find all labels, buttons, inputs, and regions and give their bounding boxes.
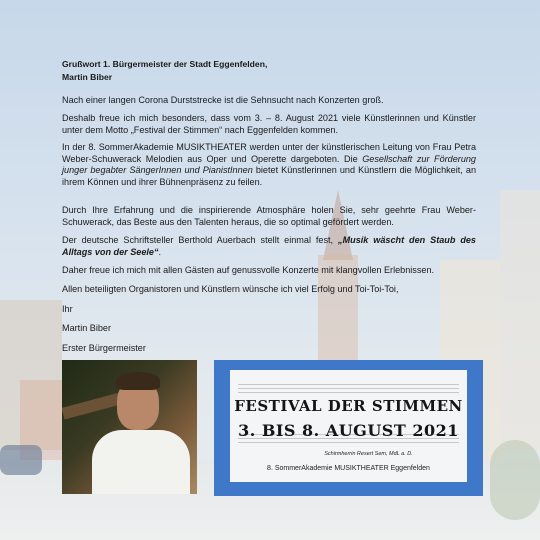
paragraph-5-quote: „Musik wäscht den Staub des Alltags von der Seele“	[62, 235, 476, 257]
poster-patron: Schirmherrin Resert Sem, MdL a. D.	[324, 451, 413, 457]
signature-name: Martin Biber	[62, 323, 112, 333]
paragraph-1: Nach einer langen Corona Durststrecke ist die Sehnsucht nach Konzerten groß.	[62, 95, 384, 105]
poster-dates: 3. BIS 8. AUGUST 2021	[238, 421, 459, 440]
paragraph-4: Durch Ihre Erfahrung und die inspirierende Atmosphäre holen Sie, sehr geehrte Frau Weber-Schuwerack, das Beste aus den Talenten heraus, die so optimal gefördert werden.	[62, 205, 476, 227]
poster-title: FESTIVAL DER STIMMEN	[234, 397, 463, 415]
paragraph-5-text-b: .	[158, 246, 162, 257]
festival-poster	[214, 360, 483, 496]
paragraph-5-text-a: Der deutsche Schriftsteller Berthold Auerbach stellt einmal fest,	[62, 235, 339, 245]
paragraph-6: Daher freue ich mich mit allen Gästen auf genussvolle Konzerte mit klangvollen Erlebnissen.	[62, 265, 435, 275]
paragraph-3-italic: Gesellschaft zur Förderung junger begabter SängerInnen und PianistInnen	[62, 153, 476, 176]
paragraph-2: Deshalb freue ich mich besonders, dass vom 3. – 8. August 2021 viele Künstlerinnen und Künstler unter dem Motto „Festival der Stimmen“ nach Eggenfelden kommen.	[62, 113, 476, 135]
mayor-portrait-photo	[62, 360, 197, 494]
header-title: Grußwort 1. Bürgermeister der Stadt Eggenfelden,	[62, 59, 268, 69]
greeting-header	[62, 58, 476, 84]
signature-title: Erster Bürgermeister	[62, 343, 146, 353]
header-name: Martin Biber	[62, 72, 113, 82]
paragraph-3-text-a: In der 8. SommerAkademie MUSIKTHEATER werden unter der künstlerischen Leitung von Frau Petra Weber-Schuwerack Melodien aus Oper und Operette dargeboten. Die	[62, 142, 476, 164]
paragraph-5	[62, 235, 476, 258]
poster-subtitle: 8. SommerAkademie MUSIKTHEATER Eggenfelden	[267, 465, 430, 472]
paragraph-8: Ihr	[62, 304, 73, 314]
paragraph-3	[62, 142, 476, 188]
paragraph-3-text-b: bietet Künstlerinnen und Künstlern die Möglichkeit, an ihrem Können und ihrer Bühnenpräsenz zu feilen.	[62, 165, 476, 187]
paragraph-7: Allen beteiligten Organistoren und Künstlern wünsche ich viel Erfolg und Toi-Toi-Toi,	[62, 284, 399, 294]
poster-sheet	[230, 370, 467, 482]
